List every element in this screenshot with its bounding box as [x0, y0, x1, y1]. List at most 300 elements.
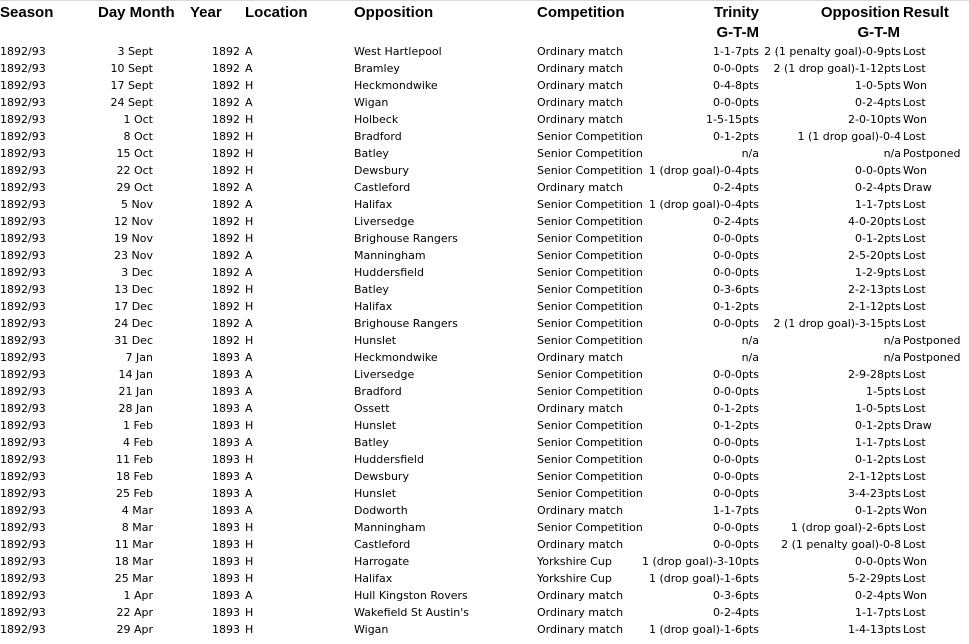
cell-opposition[interactable]: Wakefield St Austin's: [354, 606, 470, 619]
cell-opposition[interactable]: Ossett: [354, 402, 390, 415]
cell-season[interactable]: 1892/93: [0, 436, 46, 449]
cell-competition[interactable]: Ordinary match: [537, 504, 624, 517]
cell-season[interactable]: 1892/93: [0, 402, 46, 415]
cell-location[interactable]: H: [245, 521, 254, 534]
cell-result[interactable]: Lost: [903, 96, 926, 109]
cell-result[interactable]: Lost: [903, 198, 926, 211]
cell-location[interactable]: H: [245, 147, 254, 160]
cell-opposition[interactable]: Wigan: [354, 96, 389, 109]
header-result[interactable]: Result: [903, 4, 949, 21]
cell-day-month[interactable]: 13 Dec: [114, 283, 153, 296]
cell-day-month[interactable]: 22 Apr: [116, 606, 153, 619]
cell-location[interactable]: A: [245, 62, 253, 75]
cell-year[interactable]: 1892: [212, 181, 240, 194]
cell-opposition-score[interactable]: 4-0-20pts: [848, 215, 901, 228]
cell-day-month[interactable]: 18 Feb: [116, 470, 153, 483]
cell-location[interactable]: A: [245, 96, 253, 109]
cell-opposition[interactable]: Halifax: [354, 198, 393, 211]
cell-opposition-score[interactable]: 2 (1 penalty goal)-0-9pts: [764, 45, 901, 58]
cell-year[interactable]: 1892: [212, 79, 240, 92]
cell-result[interactable]: Lost: [903, 62, 926, 75]
cell-trinity-score[interactable]: 1 (drop goal)-1-6pts: [648, 572, 759, 585]
cell-opposition[interactable]: Hull Kingston Rovers: [354, 589, 468, 602]
cell-competition[interactable]: Senior Competition: [537, 453, 643, 466]
cell-opposition[interactable]: Harrogate: [354, 555, 410, 568]
cell-year[interactable]: 1893: [212, 521, 240, 534]
cell-trinity-score[interactable]: 1-1-7pts: [713, 504, 759, 517]
cell-year[interactable]: 1892: [212, 96, 240, 109]
cell-trinity-score[interactable]: 0-1-2pts: [713, 402, 759, 415]
cell-trinity-score[interactable]: 0-4-8pts: [713, 79, 759, 92]
cell-result[interactable]: Lost: [903, 215, 926, 228]
cell-competition[interactable]: Senior Competition: [537, 266, 643, 279]
cell-result[interactable]: Lost: [903, 283, 926, 296]
cell-opposition[interactable]: Manningham: [354, 249, 426, 262]
cell-location[interactable]: H: [245, 538, 254, 551]
cell-opposition-score[interactable]: 1-1-7pts: [855, 436, 901, 449]
cell-season[interactable]: 1892/93: [0, 232, 46, 245]
cell-year[interactable]: 1892: [212, 249, 240, 262]
cell-day-month[interactable]: 5 Nov: [121, 198, 153, 211]
cell-opposition-score[interactable]: 5-2-29pts: [848, 572, 901, 585]
cell-opposition-score[interactable]: 1 (drop goal)-2-6pts: [790, 521, 901, 534]
cell-day-month[interactable]: 7 Jan: [125, 351, 153, 364]
cell-season[interactable]: 1892/93: [0, 521, 46, 534]
cell-result[interactable]: Won: [903, 79, 927, 92]
cell-location[interactable]: A: [245, 470, 253, 483]
cell-season[interactable]: 1892/93: [0, 606, 46, 619]
cell-trinity-score[interactable]: n/a: [741, 147, 759, 160]
cell-season[interactable]: 1892/93: [0, 147, 46, 160]
cell-competition[interactable]: Ordinary match: [537, 79, 624, 92]
cell-opposition[interactable]: Holbeck: [354, 113, 399, 126]
cell-opposition-score[interactable]: 1-0-5pts: [855, 79, 901, 92]
cell-result[interactable]: Lost: [903, 317, 926, 330]
cell-season[interactable]: 1892/93: [0, 334, 46, 347]
cell-year[interactable]: 1893: [212, 470, 240, 483]
cell-result[interactable]: Won: [903, 555, 927, 568]
cell-opposition-score[interactable]: 2-5-20pts: [848, 249, 901, 262]
cell-competition[interactable]: Senior Competition: [537, 521, 643, 534]
cell-competition[interactable]: Ordinary match: [537, 402, 624, 415]
cell-result[interactable]: Lost: [903, 45, 926, 58]
cell-location[interactable]: A: [245, 317, 253, 330]
cell-year[interactable]: 1893: [212, 572, 240, 585]
cell-competition[interactable]: Yorkshire Cup: [537, 572, 612, 585]
cell-season[interactable]: 1892/93: [0, 164, 46, 177]
cell-season[interactable]: 1892/93: [0, 572, 46, 585]
cell-year[interactable]: 1893: [212, 351, 240, 364]
cell-result[interactable]: Lost: [903, 470, 926, 483]
cell-day-month[interactable]: 17 Dec: [114, 300, 153, 313]
cell-location[interactable]: H: [245, 232, 254, 245]
cell-result[interactable]: Lost: [903, 249, 926, 262]
cell-result[interactable]: Lost: [903, 385, 926, 398]
cell-day-month[interactable]: 1 Apr: [123, 589, 153, 602]
cell-year[interactable]: 1892: [212, 147, 240, 160]
cell-year[interactable]: 1892: [212, 283, 240, 296]
cell-competition[interactable]: Senior Competition: [537, 130, 643, 143]
cell-year[interactable]: 1892: [212, 232, 240, 245]
cell-location[interactable]: A: [245, 402, 253, 415]
cell-year[interactable]: 1893: [212, 436, 240, 449]
cell-trinity-score[interactable]: 0-0-0pts: [713, 62, 759, 75]
cell-season[interactable]: 1892/93: [0, 266, 46, 279]
cell-opposition[interactable]: Halifax: [354, 572, 393, 585]
cell-opposition[interactable]: Hunslet: [354, 419, 397, 432]
cell-season[interactable]: 1892/93: [0, 504, 46, 517]
cell-trinity-score[interactable]: 0-0-0pts: [713, 453, 759, 466]
cell-result[interactable]: Lost: [903, 368, 926, 381]
cell-season[interactable]: 1892/93: [0, 419, 46, 432]
cell-competition[interactable]: Ordinary match: [537, 181, 624, 194]
cell-competition[interactable]: Senior Competition: [537, 385, 643, 398]
header-opposition[interactable]: Opposition: [354, 4, 434, 21]
cell-location[interactable]: A: [245, 181, 253, 194]
cell-result[interactable]: Postponed: [903, 147, 961, 160]
cell-competition[interactable]: Ordinary match: [537, 606, 624, 619]
cell-location[interactable]: H: [245, 623, 254, 636]
cell-competition[interactable]: Senior Competition: [537, 487, 643, 500]
cell-trinity-score[interactable]: 0-1-2pts: [713, 130, 759, 143]
cell-competition[interactable]: Senior Competition: [537, 317, 643, 330]
cell-season[interactable]: 1892/93: [0, 385, 46, 398]
cell-day-month[interactable]: 22 Oct: [116, 164, 153, 177]
cell-location[interactable]: H: [245, 79, 254, 92]
cell-opposition-score[interactable]: 2-2-13pts: [848, 283, 901, 296]
cell-season[interactable]: 1892/93: [0, 45, 46, 58]
cell-location[interactable]: H: [245, 300, 254, 313]
cell-trinity-score[interactable]: 0-0-0pts: [713, 436, 759, 449]
cell-location[interactable]: H: [245, 606, 254, 619]
cell-trinity-score[interactable]: 1 (drop goal)-1-6pts: [648, 623, 759, 636]
cell-day-month[interactable]: 15 Oct: [116, 147, 153, 160]
cell-trinity-score[interactable]: n/a: [741, 351, 759, 364]
cell-location[interactable]: A: [245, 351, 253, 364]
header-location[interactable]: Location: [245, 4, 308, 21]
cell-trinity-score[interactable]: 0-0-0pts: [713, 249, 759, 262]
cell-season[interactable]: 1892/93: [0, 198, 46, 211]
cell-year[interactable]: 1893: [212, 402, 240, 415]
cell-location[interactable]: A: [245, 504, 253, 517]
cell-year[interactable]: 1893: [212, 487, 240, 500]
cell-season[interactable]: 1892/93: [0, 368, 46, 381]
cell-day-month[interactable]: 19 Nov: [114, 232, 153, 245]
cell-day-month[interactable]: 4 Feb: [123, 436, 153, 449]
cell-day-month[interactable]: 21 Jan: [118, 385, 153, 398]
cell-day-month[interactable]: 11 Mar: [114, 538, 153, 551]
cell-opposition-score[interactable]: n/a: [883, 334, 901, 347]
cell-year[interactable]: 1892: [212, 334, 240, 347]
cell-year[interactable]: 1893: [212, 606, 240, 619]
cell-year[interactable]: 1892: [212, 198, 240, 211]
cell-year[interactable]: 1893: [212, 368, 240, 381]
cell-opposition-score[interactable]: 3-4-23pts: [848, 487, 901, 500]
cell-opposition[interactable]: Hunslet: [354, 334, 397, 347]
cell-opposition[interactable]: Batley: [354, 283, 389, 296]
cell-location[interactable]: H: [245, 419, 254, 432]
cell-opposition-score[interactable]: 2-1-12pts: [848, 470, 901, 483]
cell-opposition-score[interactable]: 1-1-7pts: [855, 606, 901, 619]
cell-day-month[interactable]: 4 Mar: [121, 504, 153, 517]
cell-year[interactable]: 1892: [212, 266, 240, 279]
cell-competition[interactable]: Ordinary match: [537, 623, 624, 636]
cell-location[interactable]: A: [245, 368, 253, 381]
cell-trinity-score[interactable]: 0-0-0pts: [713, 385, 759, 398]
cell-competition[interactable]: Senior Competition: [537, 436, 643, 449]
cell-trinity-score[interactable]: 1-5-15pts: [706, 113, 759, 126]
cell-result[interactable]: Postponed: [903, 334, 961, 347]
cell-year[interactable]: 1893: [212, 538, 240, 551]
cell-competition[interactable]: Yorkshire Cup: [537, 555, 612, 568]
cell-location[interactable]: A: [245, 436, 253, 449]
cell-season[interactable]: 1892/93: [0, 555, 46, 568]
cell-competition[interactable]: Senior Competition: [537, 334, 643, 347]
cell-result[interactable]: Lost: [903, 606, 926, 619]
header-competition[interactable]: Competition: [537, 4, 625, 21]
cell-competition[interactable]: Senior Competition: [537, 249, 643, 262]
cell-opposition[interactable]: Castleford: [354, 181, 411, 194]
cell-day-month[interactable]: 10 Sept: [110, 62, 153, 75]
cell-trinity-score[interactable]: 0-3-6pts: [713, 283, 759, 296]
cell-result[interactable]: Lost: [903, 130, 926, 143]
cell-trinity-score[interactable]: 1 (drop goal)-0-4pts: [648, 164, 759, 177]
cell-year[interactable]: 1892: [212, 317, 240, 330]
cell-competition[interactable]: Senior Competition: [537, 147, 643, 160]
cell-day-month[interactable]: 1 Feb: [123, 419, 153, 432]
cell-opposition-score[interactable]: 2-0-10pts: [848, 113, 901, 126]
cell-location[interactable]: H: [245, 572, 254, 585]
cell-opposition[interactable]: Brighouse Rangers: [354, 317, 458, 330]
cell-opposition-score[interactable]: 0-1-2pts: [855, 232, 901, 245]
header-trinity[interactable]: Trinity: [713, 4, 759, 21]
cell-competition[interactable]: Senior Competition: [537, 419, 643, 432]
cell-day-month[interactable]: 1 Oct: [123, 113, 153, 126]
cell-day-month[interactable]: 25 Mar: [114, 572, 153, 585]
cell-result[interactable]: Lost: [903, 402, 926, 415]
cell-year[interactable]: 1892: [212, 164, 240, 177]
cell-opposition[interactable]: Wigan: [354, 623, 389, 636]
cell-result[interactable]: Draw: [903, 181, 932, 194]
cell-opposition-score[interactable]: 1-4-13pts: [848, 623, 901, 636]
cell-opposition[interactable]: Halifax: [354, 300, 393, 313]
header-day-month[interactable]: Day Month: [98, 4, 175, 21]
cell-location[interactable]: A: [245, 266, 253, 279]
cell-opposition-score[interactable]: 0-1-2pts: [855, 504, 901, 517]
cell-year[interactable]: 1893: [212, 419, 240, 432]
cell-season[interactable]: 1892/93: [0, 351, 46, 364]
cell-year[interactable]: 1893: [212, 623, 240, 636]
cell-trinity-score[interactable]: 0-0-0pts: [713, 232, 759, 245]
cell-competition[interactable]: Ordinary match: [537, 96, 624, 109]
cell-opposition[interactable]: Liversedge: [354, 368, 415, 381]
cell-opposition-score[interactable]: 0-1-2pts: [855, 453, 901, 466]
cell-result[interactable]: Lost: [903, 487, 926, 500]
cell-trinity-score[interactable]: 1-1-7pts: [713, 45, 759, 58]
cell-competition[interactable]: Senior Competition: [537, 368, 643, 381]
cell-location[interactable]: H: [245, 283, 254, 296]
cell-result[interactable]: Won: [903, 113, 927, 126]
cell-year[interactable]: 1892: [212, 130, 240, 143]
cell-result[interactable]: Won: [903, 504, 927, 517]
cell-season[interactable]: 1892/93: [0, 113, 46, 126]
cell-opposition-score[interactable]: 0-0-0pts: [855, 164, 901, 177]
cell-day-month[interactable]: 29 Apr: [116, 623, 153, 636]
cell-year[interactable]: 1892: [212, 45, 240, 58]
cell-day-month[interactable]: 23 Nov: [114, 249, 153, 262]
cell-trinity-score[interactable]: 1 (drop goal)-3-10pts: [641, 555, 759, 568]
cell-trinity-score[interactable]: 0-0-0pts: [713, 470, 759, 483]
cell-competition[interactable]: Ordinary match: [537, 589, 624, 602]
cell-trinity-score[interactable]: 0-1-2pts: [713, 300, 759, 313]
cell-day-month[interactable]: 25 Feb: [116, 487, 153, 500]
cell-trinity-score[interactable]: 0-0-0pts: [713, 521, 759, 534]
cell-location[interactable]: A: [245, 589, 253, 602]
cell-opposition-score[interactable]: 1-1-7pts: [855, 198, 901, 211]
cell-result[interactable]: Won: [903, 589, 927, 602]
cell-location[interactable]: A: [245, 487, 253, 500]
cell-competition[interactable]: Senior Competition: [537, 215, 643, 228]
cell-result[interactable]: Postponed: [903, 351, 961, 364]
cell-trinity-score[interactable]: 0-3-6pts: [713, 589, 759, 602]
cell-opposition-score[interactable]: 2 (1 drop goal)-1-12pts: [773, 62, 901, 75]
cell-competition[interactable]: Senior Competition: [537, 470, 643, 483]
cell-opposition-score[interactable]: 0-2-4pts: [855, 96, 901, 109]
cell-result[interactable]: Draw: [903, 419, 932, 432]
header-year[interactable]: Year: [190, 4, 222, 21]
cell-opposition-score[interactable]: 0-1-2pts: [855, 419, 901, 432]
cell-day-month[interactable]: 29 Oct: [116, 181, 153, 194]
cell-opposition-score[interactable]: 1-2-9pts: [855, 266, 901, 279]
cell-trinity-score[interactable]: 0-0-0pts: [713, 487, 759, 500]
cell-season[interactable]: 1892/93: [0, 79, 46, 92]
cell-trinity-score[interactable]: 0-2-4pts: [713, 606, 759, 619]
cell-year[interactable]: 1892: [212, 215, 240, 228]
cell-year[interactable]: 1893: [212, 555, 240, 568]
header-season[interactable]: Season: [0, 4, 54, 21]
cell-result[interactable]: Lost: [903, 538, 926, 551]
cell-trinity-score[interactable]: 0-0-0pts: [713, 317, 759, 330]
cell-opposition[interactable]: Bradford: [354, 385, 402, 398]
cell-result[interactable]: Lost: [903, 572, 926, 585]
cell-opposition[interactable]: Heckmondwike: [354, 351, 438, 364]
header-opposition-score[interactable]: Opposition: [820, 4, 900, 21]
cell-opposition-score[interactable]: n/a: [883, 147, 901, 160]
cell-season[interactable]: 1892/93: [0, 249, 46, 262]
cell-opposition[interactable]: Batley: [354, 436, 389, 449]
cell-trinity-score[interactable]: 0-2-4pts: [713, 215, 759, 228]
cell-trinity-score[interactable]: 0-1-2pts: [713, 419, 759, 432]
cell-opposition[interactable]: Huddersfield: [354, 266, 424, 279]
cell-year[interactable]: 1893: [212, 589, 240, 602]
cell-location[interactable]: H: [245, 164, 254, 177]
cell-opposition-score[interactable]: 1-0-5pts: [855, 402, 901, 415]
cell-opposition[interactable]: Brighouse Rangers: [354, 232, 458, 245]
cell-competition[interactable]: Senior Competition: [537, 164, 643, 177]
cell-season[interactable]: 1892/93: [0, 453, 46, 466]
cell-competition[interactable]: Senior Competition: [537, 232, 643, 245]
cell-opposition[interactable]: Batley: [354, 147, 389, 160]
cell-day-month[interactable]: 8 Mar: [121, 521, 153, 534]
cell-day-month[interactable]: 18 Mar: [114, 555, 153, 568]
cell-trinity-score[interactable]: 0-0-0pts: [713, 96, 759, 109]
cell-opposition[interactable]: Dewsbury: [354, 164, 409, 177]
cell-opposition-score[interactable]: 1-5pts: [866, 385, 901, 398]
cell-result[interactable]: Lost: [903, 521, 926, 534]
cell-result[interactable]: Won: [903, 164, 927, 177]
cell-location[interactable]: H: [245, 113, 254, 126]
cell-opposition[interactable]: Dodworth: [354, 504, 408, 517]
cell-location[interactable]: H: [245, 215, 254, 228]
cell-location[interactable]: H: [245, 555, 254, 568]
cell-opposition[interactable]: Bramley: [354, 62, 400, 75]
cell-opposition-score[interactable]: 0-0-0pts: [855, 555, 901, 568]
cell-day-month[interactable]: 24 Sept: [110, 96, 153, 109]
cell-trinity-score[interactable]: 0-0-0pts: [713, 266, 759, 279]
cell-opposition-score[interactable]: 2 (1 drop goal)-3-15pts: [773, 317, 901, 330]
cell-trinity-score[interactable]: 0-2-4pts: [713, 181, 759, 194]
cell-trinity-score[interactable]: 0-0-0pts: [713, 368, 759, 381]
cell-competition[interactable]: Ordinary match: [537, 538, 624, 551]
cell-season[interactable]: 1892/93: [0, 130, 46, 143]
cell-opposition-score[interactable]: 2-1-12pts: [848, 300, 901, 313]
cell-opposition[interactable]: Huddersfield: [354, 453, 424, 466]
cell-year[interactable]: 1892: [212, 62, 240, 75]
cell-season[interactable]: 1892/93: [0, 317, 46, 330]
cell-opposition[interactable]: Hunslet: [354, 487, 397, 500]
cell-day-month[interactable]: 17 Sept: [110, 79, 153, 92]
cell-opposition[interactable]: Bradford: [354, 130, 402, 143]
cell-competition[interactable]: Ordinary match: [537, 45, 624, 58]
cell-year[interactable]: 1893: [212, 504, 240, 517]
cell-trinity-score[interactable]: 0-0-0pts: [713, 538, 759, 551]
cell-opposition-score[interactable]: n/a: [883, 351, 901, 364]
cell-opposition[interactable]: Castleford: [354, 538, 411, 551]
cell-year[interactable]: 1892: [212, 300, 240, 313]
cell-location[interactable]: H: [245, 453, 254, 466]
cell-competition[interactable]: Senior Competition: [537, 283, 643, 296]
cell-season[interactable]: 1892/93: [0, 96, 46, 109]
cell-season[interactable]: 1892/93: [0, 487, 46, 500]
cell-result[interactable]: Lost: [903, 232, 926, 245]
cell-location[interactable]: H: [245, 130, 254, 143]
cell-day-month[interactable]: 8 Oct: [123, 130, 153, 143]
cell-year[interactable]: 1893: [212, 385, 240, 398]
cell-opposition[interactable]: Manningham: [354, 521, 426, 534]
cell-season[interactable]: 1892/93: [0, 589, 46, 602]
cell-year[interactable]: 1892: [212, 113, 240, 126]
cell-trinity-score[interactable]: 1 (drop goal)-0-4pts: [648, 198, 759, 211]
cell-day-month[interactable]: 14 Jan: [118, 368, 153, 381]
cell-result[interactable]: Lost: [903, 623, 926, 636]
cell-season[interactable]: 1892/93: [0, 62, 46, 75]
cell-day-month[interactable]: 31 Dec: [114, 334, 153, 347]
cell-year[interactable]: 1893: [212, 453, 240, 466]
cell-location[interactable]: A: [245, 198, 253, 211]
cell-opposition[interactable]: Liversedge: [354, 215, 415, 228]
cell-opposition[interactable]: West Hartlepool: [354, 45, 442, 58]
cell-opposition[interactable]: Dewsbury: [354, 470, 409, 483]
cell-location[interactable]: H: [245, 334, 254, 347]
cell-competition[interactable]: Senior Competition: [537, 300, 643, 313]
cell-competition[interactable]: Senior Competition: [537, 198, 643, 211]
cell-season[interactable]: 1892/93: [0, 470, 46, 483]
cell-opposition-score[interactable]: 1 (1 drop goal)-0-4: [797, 130, 901, 143]
cell-result[interactable]: Lost: [903, 436, 926, 449]
cell-location[interactable]: A: [245, 45, 253, 58]
cell-season[interactable]: 1892/93: [0, 538, 46, 551]
cell-competition[interactable]: Ordinary match: [537, 113, 624, 126]
